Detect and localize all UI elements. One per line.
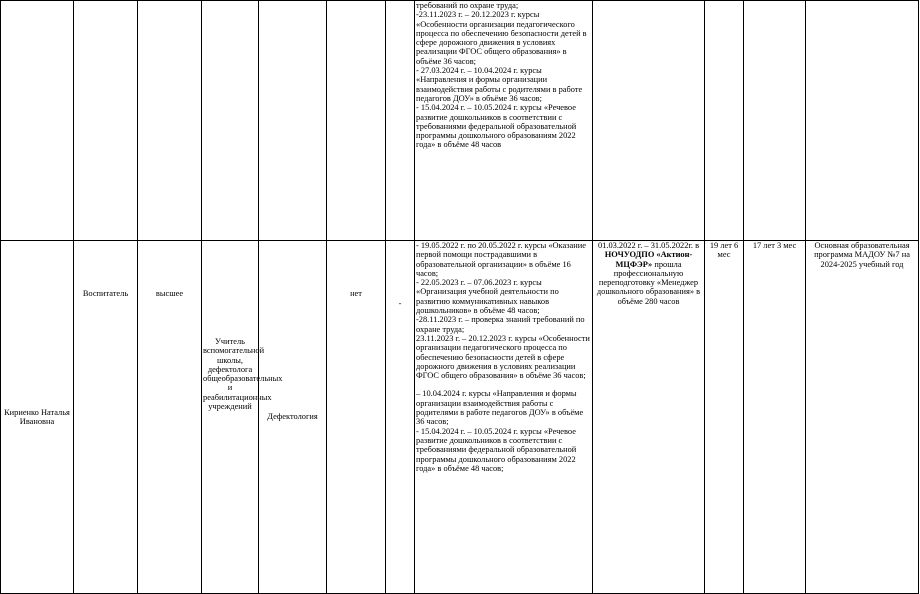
employee-retraining xyxy=(593,241,705,594)
table-row-continued xyxy=(1,1,919,241)
table-row-employee xyxy=(1,241,919,594)
course-line xyxy=(416,380,591,389)
employee-total-experience: 19 лет 6 мес xyxy=(705,241,744,594)
course-line: - 15.04.2024 г. – 10.05.2024 г. курсы «Речевое развитие дошкольников в соответствии с требованиями федеральной образовательной программы дошкольного образованиям 2022 года» в объёме 48 часов; xyxy=(416,426,577,473)
cell-name-empty xyxy=(1,1,74,241)
cell-position-empty xyxy=(74,1,138,241)
retraining-dates: 01.03.2022 г. – 31.05.2022г. в xyxy=(597,241,700,250)
cell-title-empty xyxy=(386,1,415,241)
retraining-organization: НОЧУОДПО «Актион-МЦФЭР» xyxy=(604,250,693,269)
course-line: - 22.05.2023 г. – 07.06.2023 г. курсы «Организация учебной деятельности по развитию коммуникативных навыков дошкольников» в объёме 48 часов; xyxy=(416,278,559,316)
cell-education-empty xyxy=(138,1,202,241)
employee-courses xyxy=(415,241,593,594)
employee-name: Кириенко Наталья Ивановна xyxy=(1,241,74,594)
course-line: - 19.05.2022 г. по 20.05.2022 г. курсы «Оказание первой помощи пострадавшими в образовательной организации» в объёме 16 часов; xyxy=(416,241,586,278)
course-line: – 10.04.2024 г. курсы «Направления и формы организации взаимодействия работы с родителями в работе педагогов ДОУ» в объёме 36 часов; xyxy=(416,389,584,427)
course-line: - 27.03.2024 г. – 10.04.2024 г. курсы «Направления и формы организации взаимодействия работы с родителями в работе педагогов ДОУ» в объёме 36 часов; xyxy=(416,66,583,103)
course-line: требований по охране труда; xyxy=(416,1,519,10)
course-line: -28.11.2023 г. – проверка знаний требований по охране труда; xyxy=(416,315,585,334)
employee-specialty: Дефектология xyxy=(259,241,327,594)
cell-degree-empty xyxy=(327,1,386,241)
employee-academic-degree: нет xyxy=(327,241,386,594)
employee-education-level: высшее xyxy=(138,241,202,594)
employee-position: Воспитатель xyxy=(74,241,138,594)
retraining-text: прошла профессиональную переподготовку «Менеджер дошкольного образования» в объёме 280 часов xyxy=(596,259,701,306)
employee-ped-experience: 17 лет 3 мес xyxy=(744,241,806,594)
cell-retraining-empty xyxy=(593,1,705,241)
cell-total-exp-empty xyxy=(705,1,744,241)
course-line: 23.11.2023 г. – 20.12.2023 г. курсы «Особенности организации педагогического процесса по обеспечению безопасности детей в сфере дорожного движения в условиях реализации ФГОС общего образования» в объёме 36 часов; xyxy=(416,333,590,381)
course-line: - 15.04.2024 г. – 10.05.2024 г. курсы «Речевое развитие дошкольников в соответствии с требованиями федеральной образовательной программы дошкольного образованиям 2022 года» в объёме 48 часов xyxy=(416,103,577,150)
course-line: -23.11.2023 г. – 20.12.2023 г. курсы «Особенности организации педагогического процесса по обеспечению безопасности детей в сфере дорожного движения в условиях реализации ФГОС общего образования» в объёме 36 часов; xyxy=(416,10,587,66)
cell-specialty-empty xyxy=(259,1,327,241)
employee-program: Основная образовательная программа МАДОУ №7 на 2024-2025 учебный год xyxy=(806,241,919,594)
cell-program-empty xyxy=(806,1,919,241)
cell-ped-exp-empty xyxy=(744,1,806,241)
employee-academic-title: - xyxy=(386,241,415,594)
cell-courses-continued xyxy=(415,1,593,241)
cell-qualification-empty xyxy=(202,1,259,241)
employee-qualification: Учитель вспомогательной школы, дефектолога общеобразовательных и реабилитационных учреждений xyxy=(202,241,259,594)
